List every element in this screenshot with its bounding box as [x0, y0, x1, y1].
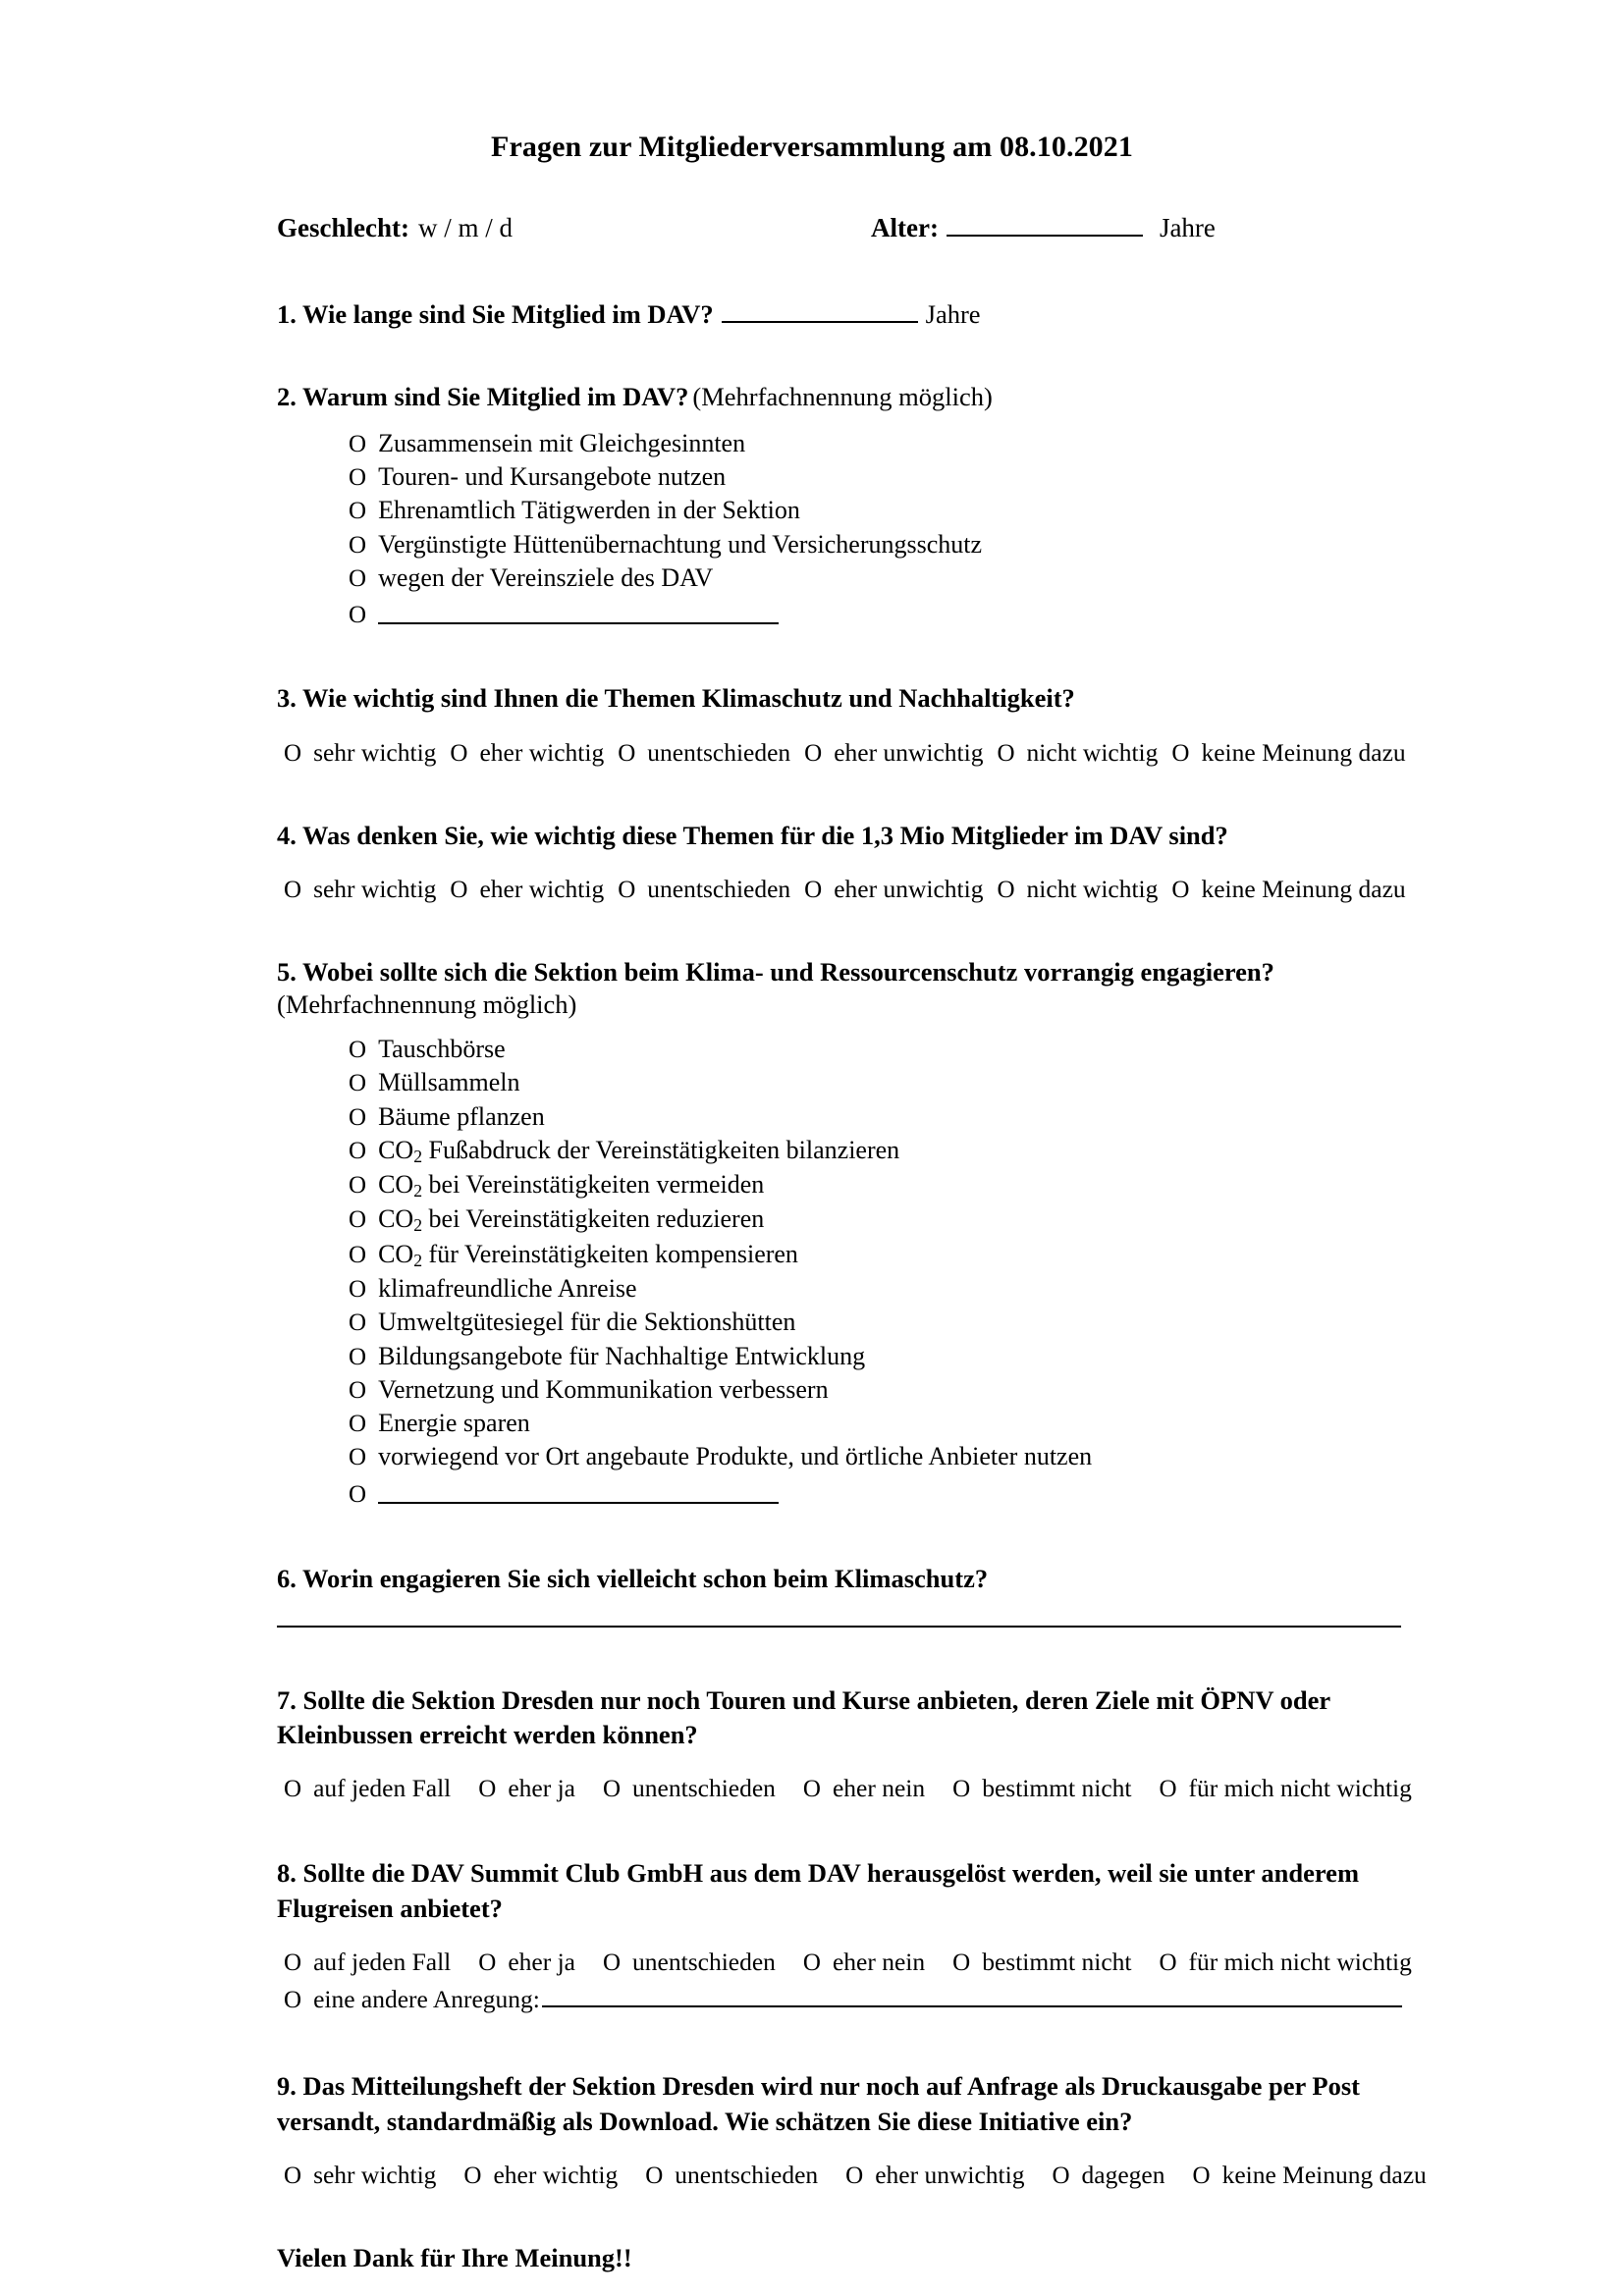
document-body — [125, 207, 1499, 2273]
radio-circle-icon[interactable]: O — [349, 430, 367, 457]
scale-option-label: sehr wichtig — [313, 737, 437, 767]
radio-circle-icon[interactable]: O — [349, 565, 367, 593]
age-input[interactable] — [947, 207, 1143, 237]
option-item[interactable] — [349, 460, 1402, 494]
question-5-options — [277, 1033, 1402, 1507]
scale-option-label: unentschieden — [675, 2160, 819, 2189]
scale-option[interactable] — [803, 1774, 925, 1803]
option-label — [378, 1134, 899, 1168]
scale-option-label: eher nein — [832, 1774, 926, 1803]
option-item[interactable] — [349, 1440, 1402, 1473]
radio-circle-icon[interactable]: O — [349, 602, 367, 629]
radio-circle-icon[interactable]: O — [478, 1949, 497, 1976]
scale-option-label: eher wichtig — [479, 874, 605, 903]
radio-circle-icon[interactable]: O — [1052, 2162, 1070, 2189]
option-item[interactable] — [349, 1306, 1402, 1339]
radio-circle-icon[interactable]: O — [1171, 739, 1190, 767]
scale-option-label: eher ja — [508, 1947, 575, 1976]
question-4-text: 4. Was denken Sie, wie wichtig diese Themen für die 1,3 Mio Mitglieder im DAV sind? — [277, 820, 1228, 850]
question-1-text: 1. Wie lange sind Sie Mitglied im DAV? — [277, 299, 714, 330]
radio-circle-icon[interactable]: O — [349, 531, 367, 559]
scale-option[interactable] — [997, 875, 1158, 904]
question-4 — [277, 819, 1406, 904]
radio-circle-icon[interactable]: O — [284, 1987, 302, 2014]
scale-option-label: unentschieden — [632, 1774, 776, 1803]
radio-circle-icon[interactable]: O — [804, 739, 823, 767]
scale-option[interactable] — [463, 2161, 618, 2190]
question-8-text: 8. Sollte die DAV Summit Club GmbH aus dem DAV herausgelöst werden, weil sie unter anderem Flugreisen anbietet? — [277, 1858, 1360, 1923]
scale-option-label: auf jeden Fall — [313, 1774, 452, 1803]
option-item[interactable] — [349, 1202, 1402, 1237]
co2-prefix: CO — [378, 1204, 414, 1234]
scale-option[interactable] — [804, 875, 983, 904]
question-7 — [277, 1683, 1412, 1803]
radio-circle-icon[interactable]: O — [1159, 1776, 1177, 1803]
closing-block — [277, 2243, 1402, 2273]
question-2-write-in-input[interactable] — [378, 597, 779, 624]
scale-option-label: keine Meinung dazu — [1221, 2160, 1427, 2189]
option-item-write-in[interactable] — [349, 1474, 1402, 1507]
radio-circle-icon[interactable]: O — [463, 2162, 482, 2189]
option-label: Bildungsangebote für Nachhaltige Entwicklung — [378, 1341, 866, 1370]
radio-circle-icon[interactable]: O — [952, 1949, 971, 1976]
page-title: Fragen zur Mitgliederversammlung am 08.10.2021 — [491, 131, 1133, 163]
co2-subscript: 2 — [413, 1215, 423, 1236]
question-3 — [277, 681, 1406, 767]
radio-circle-icon[interactable]: O — [349, 1172, 367, 1200]
scale-option[interactable] — [1171, 738, 1405, 768]
co2-subscript: 2 — [413, 1181, 423, 1201]
scale-option[interactable] — [952, 1948, 1131, 1977]
question-4-scale — [277, 874, 1406, 904]
radio-circle-icon[interactable]: O — [802, 1776, 821, 1803]
scale-option[interactable] — [645, 2161, 818, 2190]
question-5-text: 5. Wobei sollte sich die Sektion beim Klima- und Ressourcenschutz vorrangig engagieren? — [277, 956, 1274, 987]
scale-option-label: eher unwichtig — [834, 874, 984, 903]
scale-option[interactable] — [1193, 2161, 1427, 2190]
radio-circle-icon[interactable]: O — [349, 1138, 367, 1165]
option-label: Zusammensein mit Gleichgesinnten — [378, 428, 746, 457]
scale-option[interactable] — [603, 1774, 776, 1803]
option-item[interactable] — [349, 1238, 1402, 1272]
option-label: Umweltgütesiegel für die Sektionshütten — [378, 1308, 796, 1337]
radio-circle-icon[interactable]: O — [284, 2162, 302, 2189]
option-item[interactable] — [349, 494, 1402, 527]
radio-circle-icon[interactable]: O — [602, 1776, 622, 1803]
option-label: Ehrenamtlich Tätigwerden in der Sektion — [378, 496, 800, 525]
question-2 — [277, 380, 1402, 628]
question-8-other-input[interactable] — [542, 1981, 1402, 2008]
scale-option-label: sehr wichtig — [313, 2160, 437, 2189]
question-2-heading — [277, 380, 1402, 414]
age-label: Alter: — [870, 213, 939, 243]
gender-label: Geschlecht: — [277, 213, 409, 243]
radio-circle-icon[interactable]: O — [952, 1776, 971, 1803]
scale-option-label: eher ja — [508, 1774, 575, 1803]
co2-prefix: CO — [378, 1136, 414, 1165]
scale-option[interactable] — [997, 738, 1158, 768]
option-item-write-in[interactable] — [349, 595, 1402, 627]
scale-option[interactable] — [845, 2161, 1024, 2190]
radio-circle-icon[interactable]: O — [284, 1776, 302, 1803]
option-item[interactable] — [349, 528, 1402, 561]
age-unit-label: Jahre — [1159, 213, 1216, 243]
option-label: Tauschbörse — [378, 1035, 506, 1064]
radio-circle-icon[interactable]: O — [349, 1343, 367, 1370]
option-item[interactable] — [349, 561, 1402, 595]
question-9 — [277, 2069, 1427, 2189]
question-9-text: 9. Das Mitteilungsheft der Sektion Dresden wird nur noch auf Anfrage als Druckausgabe per Post versandt, standardmäßig als Download. Wie schätzen Sie diese Initiative ein? — [277, 2071, 1360, 2136]
radio-circle-icon[interactable]: O — [349, 1376, 367, 1404]
co2-subscript: 2 — [413, 1250, 423, 1270]
question-8-other-label: eine andere Anregung: — [313, 1985, 540, 2014]
radio-circle-icon[interactable]: O — [349, 1309, 367, 1337]
scale-option-label: eher nein — [832, 1947, 926, 1976]
scale-option-label: keine Meinung dazu — [1201, 737, 1406, 767]
option-label: wegen der Vereinsziele des DAV — [378, 563, 714, 593]
question-1-unit: Jahre — [925, 299, 981, 330]
gender-options[interactable]: w / m / d — [417, 213, 513, 243]
question-1-input[interactable] — [722, 305, 918, 324]
option-item[interactable] — [349, 1373, 1402, 1407]
radio-circle-icon[interactable]: O — [802, 1949, 821, 1976]
scale-option-label: für mich nicht wichtig — [1188, 1774, 1412, 1803]
question-6-answer-line[interactable] — [277, 1626, 1401, 1628]
option-label: Müllsammeln — [378, 1068, 520, 1097]
option-label — [378, 1168, 764, 1202]
option-label: Energie sparen — [378, 1409, 530, 1438]
question-2-text: 2. Warum sind Sie Mitglied im DAV? — [277, 381, 689, 411]
scale-option-label: unentschieden — [647, 737, 791, 767]
question-5-write-in-input[interactable] — [378, 1476, 779, 1504]
co2-prefix: CO — [378, 1170, 414, 1200]
scale-option[interactable] — [803, 1948, 925, 1977]
option-label-rest: bei Vereinstätigkeiten vermeiden — [422, 1170, 765, 1200]
scale-option-label: eher unwichtig — [875, 2160, 1025, 2189]
option-item[interactable] — [349, 1168, 1402, 1202]
question-8-other-row[interactable] — [277, 1981, 1402, 2015]
scale-option[interactable] — [618, 875, 790, 904]
option-item[interactable] — [349, 1340, 1402, 1373]
question-2-options — [277, 427, 1402, 628]
scale-option[interactable] — [284, 2161, 436, 2190]
question-8 — [277, 1856, 1412, 2014]
radio-circle-icon[interactable]: O — [618, 876, 636, 903]
scale-option-label: auf jeden Fall — [313, 1947, 452, 1976]
radio-circle-icon[interactable]: O — [349, 1241, 367, 1268]
scale-option-label: dagegen — [1081, 2160, 1165, 2189]
radio-circle-icon[interactable]: O — [284, 876, 302, 903]
option-label: klimafreundliche Anreise — [378, 1273, 637, 1303]
radio-circle-icon[interactable]: O — [349, 1444, 367, 1471]
co2-prefix: CO — [378, 1239, 414, 1268]
option-label — [378, 1238, 798, 1272]
radio-circle-icon[interactable]: O — [349, 1070, 367, 1097]
question-7-scale — [277, 1774, 1412, 1803]
radio-circle-icon[interactable]: O — [618, 739, 636, 767]
scale-option[interactable] — [1171, 875, 1405, 904]
radio-circle-icon[interactable]: O — [1192, 2162, 1211, 2189]
option-label-rest: bei Vereinstätigkeiten reduzieren — [422, 1204, 765, 1234]
scale-option-label: eher wichtig — [479, 737, 605, 767]
question-6-text: 6. Worin engagieren Sie sich vielleicht schon beim Klimaschutz? — [277, 1563, 989, 1593]
radio-circle-icon[interactable]: O — [804, 876, 823, 903]
question-2-hint: (Mehrfachnennung möglich) — [692, 381, 993, 411]
scale-option[interactable] — [450, 875, 604, 904]
option-item[interactable] — [349, 1407, 1402, 1440]
radio-circle-icon[interactable]: O — [349, 1037, 367, 1064]
radio-circle-icon[interactable]: O — [349, 1480, 367, 1508]
question-3-text: 3. Wie wichtig sind Ihnen die Themen Klimaschutz und Nachhaltigkeit? — [277, 683, 1075, 714]
question-5 — [277, 955, 1402, 1507]
scale-option[interactable] — [478, 1948, 575, 1977]
scale-option[interactable] — [603, 1948, 776, 1977]
scale-option-label: nicht wichtig — [1026, 874, 1159, 903]
scale-option-label: bestimmt nicht — [982, 1774, 1132, 1803]
scale-option[interactable] — [1159, 1948, 1411, 1977]
option-label: Bäume pflanzen — [378, 1101, 545, 1131]
scale-option[interactable] — [284, 738, 436, 768]
radio-circle-icon[interactable]: O — [997, 876, 1015, 903]
question-5-hint: (Mehrfachnennung möglich) — [277, 989, 577, 1020]
scale-option-label: eher wichtig — [493, 2160, 619, 2189]
option-label: Touren- und Kursangebote nutzen — [378, 462, 727, 492]
radio-circle-icon[interactable]: O — [1159, 1949, 1177, 1976]
scale-option-label: unentschieden — [647, 874, 791, 903]
radio-circle-icon[interactable]: O — [845, 2162, 864, 2189]
radio-circle-icon[interactable]: O — [450, 876, 468, 903]
scale-option-label: bestimmt nicht — [982, 1947, 1132, 1976]
identity-row — [277, 207, 1402, 243]
scale-option[interactable] — [284, 1948, 451, 1977]
scale-option[interactable] — [1159, 1774, 1411, 1803]
thanks-text: Vielen Dank für Ihre Meinung!! — [277, 2242, 632, 2272]
radio-circle-icon[interactable]: O — [645, 2162, 664, 2189]
radio-circle-icon[interactable]: O — [349, 498, 367, 525]
option-label-rest: für Vereinstätigkeiten kompensieren — [422, 1239, 798, 1268]
radio-circle-icon[interactable]: O — [349, 1103, 367, 1131]
question-6 — [277, 1562, 1402, 1628]
radio-circle-icon[interactable]: O — [478, 1776, 497, 1803]
radio-circle-icon[interactable]: O — [349, 464, 367, 492]
option-item[interactable] — [349, 1066, 1402, 1099]
option-item[interactable] — [349, 1134, 1402, 1168]
radio-circle-icon[interactable]: O — [1171, 876, 1190, 903]
radio-circle-icon[interactable]: O — [284, 739, 302, 767]
question-9-scale — [277, 2160, 1427, 2190]
scale-option-label: unentschieden — [632, 1947, 776, 1976]
question-8-scale — [277, 1947, 1412, 1977]
scale-option[interactable] — [478, 1774, 575, 1803]
scale-option-label: sehr wichtig — [313, 874, 437, 903]
scale-option[interactable] — [952, 1774, 1131, 1803]
option-label: Vergünstigte Hüttenübernachtung und Versicherungsschutz — [378, 529, 983, 559]
radio-circle-icon[interactable]: O — [349, 1275, 367, 1303]
co2-subscript: 2 — [413, 1146, 423, 1166]
option-label: vorwiegend vor Ort angebaute Produkte, und örtliche Anbieter nutzen — [378, 1442, 1093, 1471]
scale-option[interactable] — [284, 1774, 451, 1803]
option-label: Vernetzung und Kommunikation verbessern — [378, 1374, 829, 1404]
option-item[interactable] — [349, 427, 1402, 460]
scale-option[interactable] — [450, 738, 604, 768]
radio-circle-icon[interactable]: O — [349, 1411, 367, 1438]
scale-option[interactable] — [1052, 2161, 1164, 2190]
option-item[interactable] — [349, 1033, 1402, 1066]
question-3-scale — [277, 737, 1406, 768]
option-label — [378, 1202, 764, 1237]
radio-circle-icon[interactable]: O — [349, 1206, 367, 1234]
radio-circle-icon[interactable]: O — [602, 1949, 622, 1976]
scale-option-label: nicht wichtig — [1026, 737, 1159, 767]
scale-option[interactable] — [284, 875, 436, 904]
radio-circle-icon[interactable]: O — [284, 1949, 302, 1976]
option-item[interactable] — [349, 1100, 1402, 1134]
option-item[interactable] — [349, 1272, 1402, 1306]
scale-option[interactable] — [618, 738, 790, 768]
scale-option-label: für mich nicht wichtig — [1188, 1947, 1412, 1976]
question-7-text: 7. Sollte die Sektion Dresden nur noch Touren und Kurse anbieten, deren Ziele mit ÖPNV oder Kleinbussen erreicht werden können? — [277, 1685, 1330, 1750]
scale-option-label: keine Meinung dazu — [1201, 874, 1406, 903]
question-1 — [277, 297, 1402, 332]
scale-option[interactable] — [804, 738, 983, 768]
radio-circle-icon[interactable]: O — [997, 739, 1015, 767]
option-label-rest: Fußabdruck der Vereinstätigkeiten bilanzieren — [422, 1136, 900, 1165]
radio-circle-icon[interactable]: O — [450, 739, 468, 767]
scale-option-label: eher unwichtig — [834, 737, 984, 767]
